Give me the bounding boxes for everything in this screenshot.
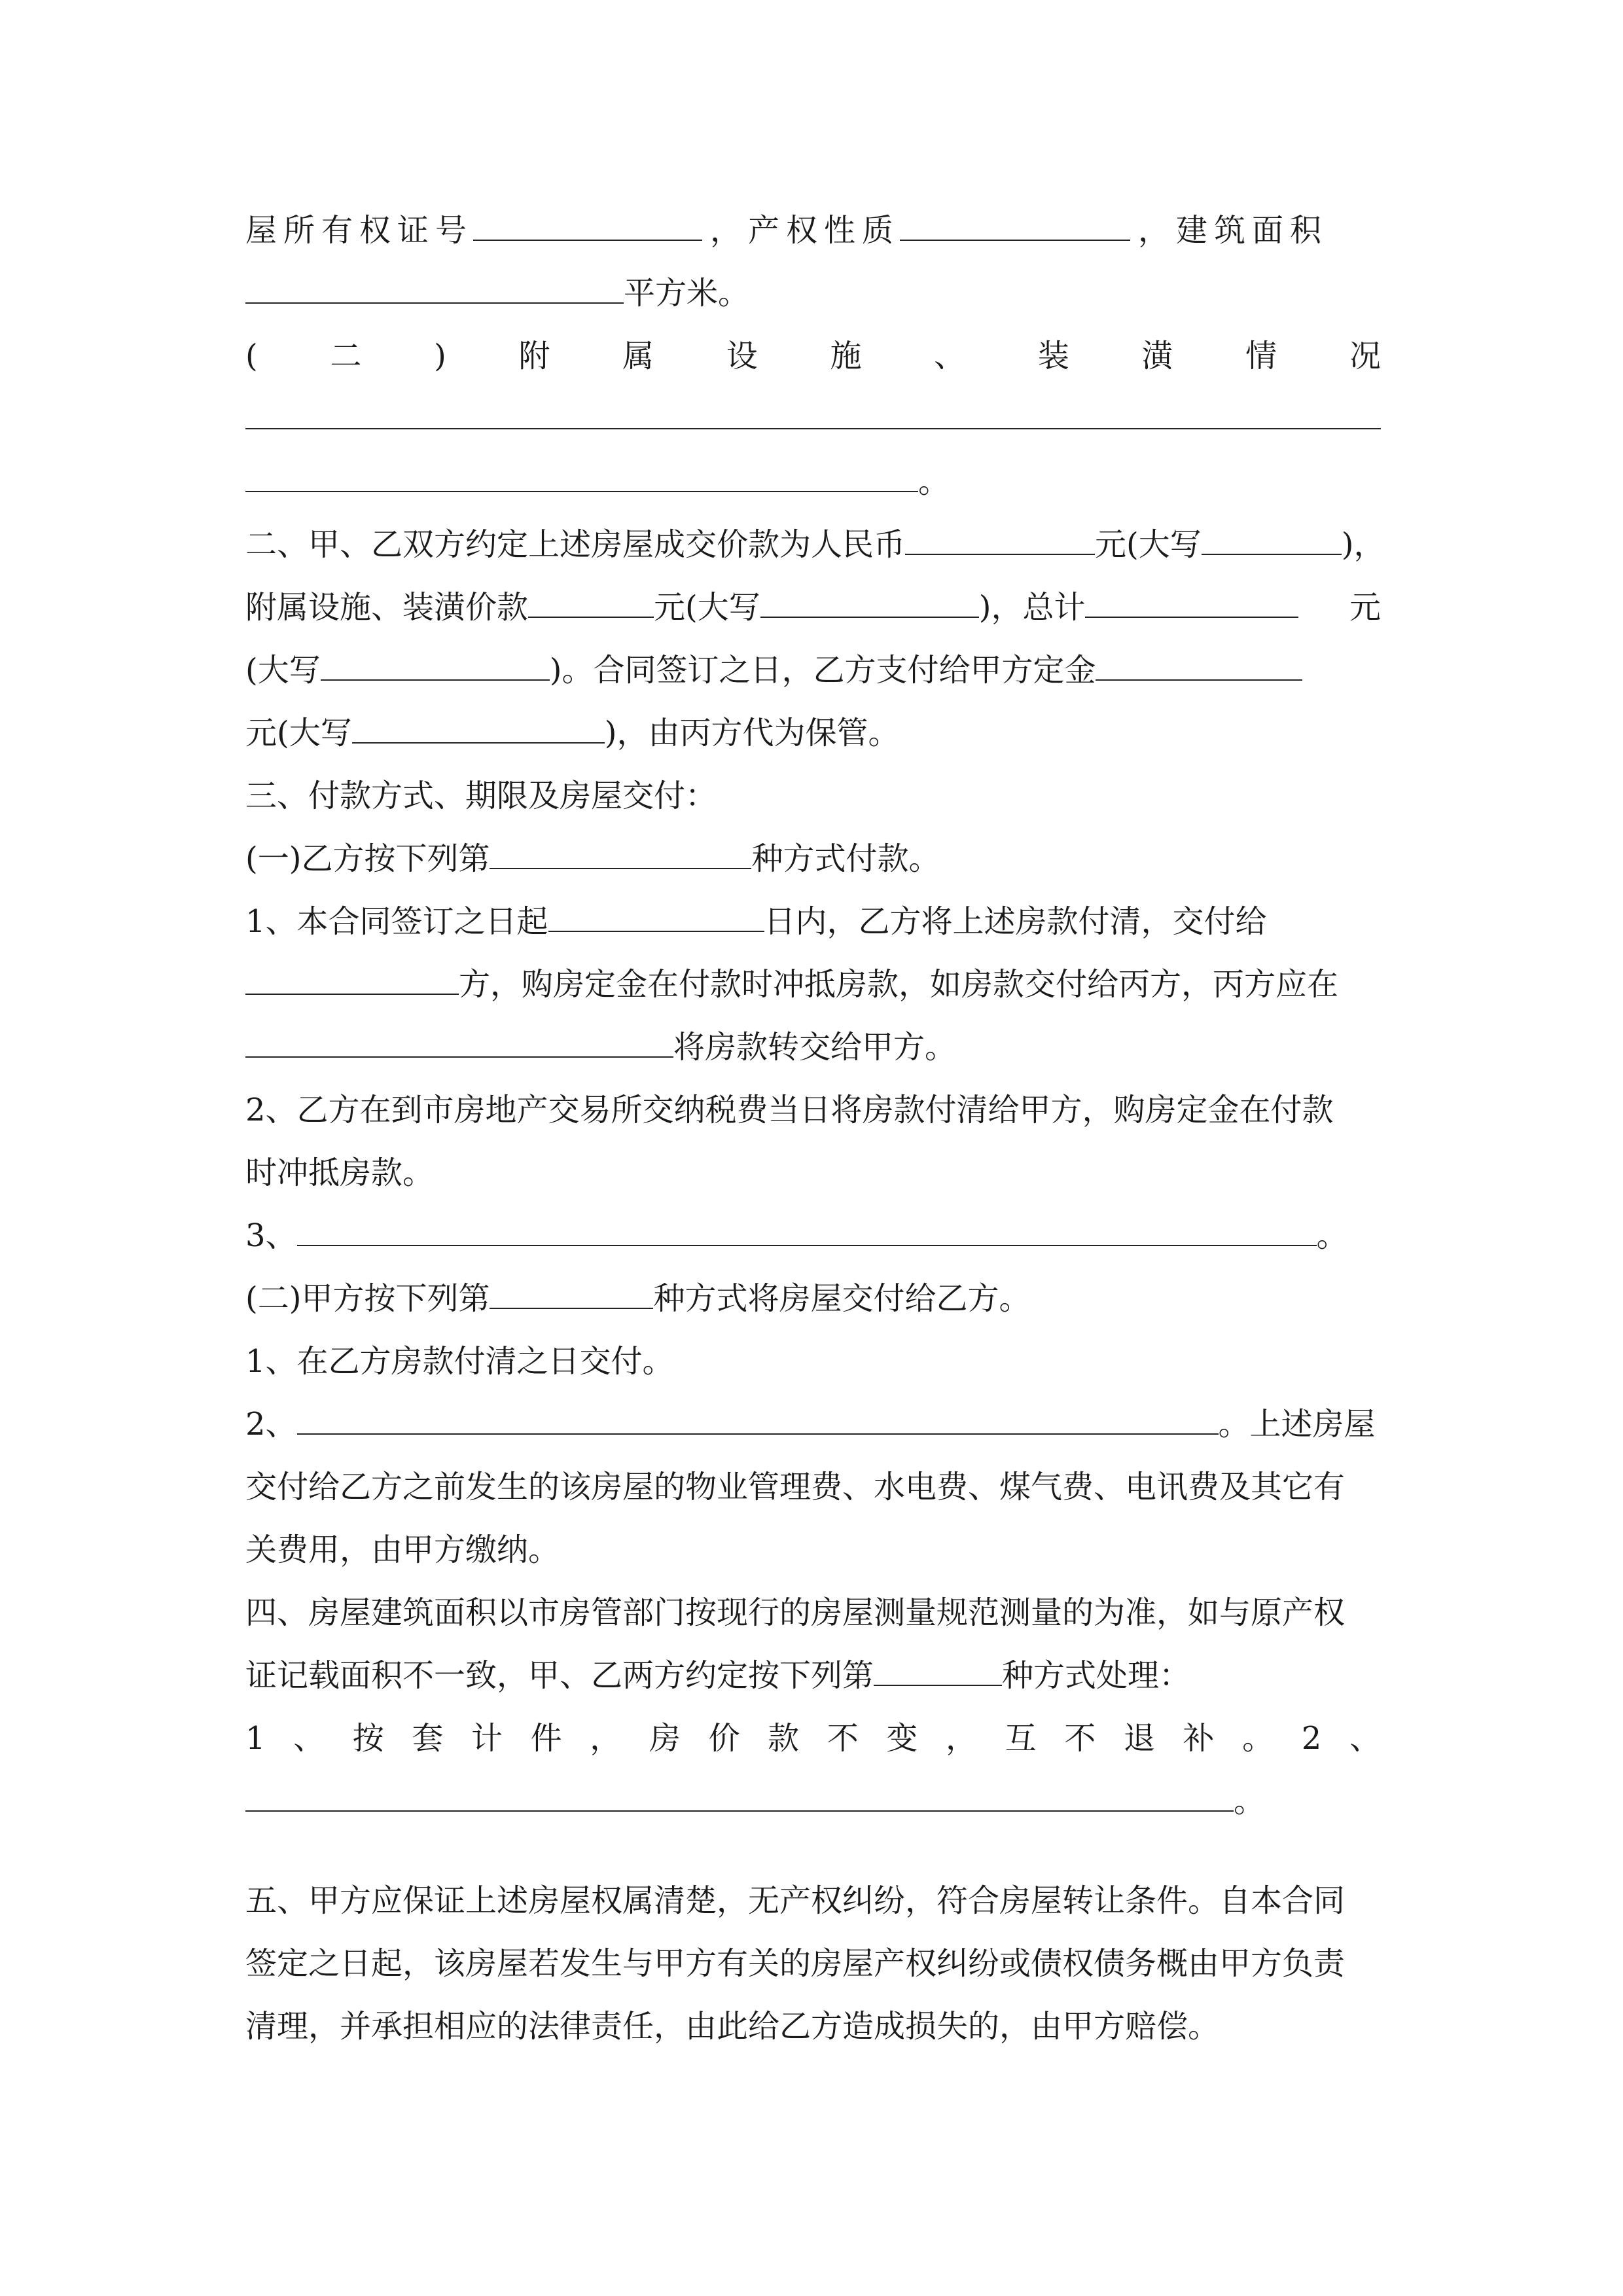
line-delivery-2 (245, 1393, 1381, 1456)
label-total: )，总计 (978, 589, 1086, 626)
label-price-intro: 二、甲、乙双方约定上述房屋成交价款为人民币 (245, 526, 906, 563)
line-fixtures-blank-1 (245, 387, 1381, 450)
section-four-line-2 (245, 1644, 1381, 1707)
line-payment-1-transfer (245, 1016, 1381, 1079)
label-area-method-cont: 种方式处理： (1002, 1657, 1191, 1694)
heading-char: ( (245, 338, 258, 374)
blank-payment-3[interactable] (297, 1204, 1317, 1246)
heading-char: 设 (726, 338, 758, 374)
section-four-line-1 (245, 1581, 1381, 1644)
label-fees: 交付给乙方之前发生的该房屋的物业管理费、水电费、煤气费、电讯费及其它有 (245, 1469, 1346, 1505)
blank-total[interactable] (1085, 576, 1298, 618)
section-five-line-3 (245, 1995, 1381, 2058)
option-char: 款 (768, 1720, 800, 1757)
option-char: 按 (352, 1720, 384, 1757)
line-payment-method (245, 827, 1381, 890)
label-square-meters: 平方米。 (624, 275, 750, 312)
blank-deposit-uppercase[interactable] (352, 702, 605, 744)
blank-fixtures-1[interactable] (245, 387, 1381, 429)
blank-payee-party[interactable] (245, 953, 459, 995)
label-deposit: )。合同签订之日，乙方支付给甲方定金 (549, 652, 1096, 689)
blank-area-method[interactable] (874, 1644, 1002, 1686)
option-char: 、 (1349, 1720, 1381, 1757)
heading-char: ) (434, 338, 446, 374)
label-yuan-uppercase-2: 元(大写 (654, 589, 760, 626)
blank-property-nature[interactable] (900, 199, 1130, 241)
label-transfer: 将房款转交给甲方。 (673, 1029, 957, 1066)
label-delivery-2: 2、 (245, 1406, 297, 1443)
label-yuan-uppercase: 元(大写 (1095, 526, 1202, 563)
option-char: 件 (530, 1720, 562, 1757)
blank-total-uppercase[interactable] (321, 639, 550, 681)
heading-char: 情 (1245, 338, 1277, 374)
option-char: 房 (649, 1720, 681, 1757)
line-payment-1 (245, 890, 1381, 953)
label-payment-1-cont: 日内，乙方将上述房款付清，交付给 (764, 903, 1267, 940)
label-cert-no: 屋所有权证号 (245, 212, 474, 249)
section-five-line-2 (245, 1932, 1381, 1995)
label-payment-1: 1、本合同签订之日起 (245, 903, 548, 940)
label-section-five-3: 清理，并承担相应的法律责任，由此给乙方造成损失的，由甲方赔偿。 (245, 2008, 1220, 2045)
label-yuan: 元 (1349, 589, 1381, 626)
label-payment-2: 2、乙方在到市房地产交易所交纳税费当日将房款付清给甲方，购房定金在付款 (245, 1092, 1334, 1128)
label-section-five-1: 五、甲方应保证上述房屋权属清楚，无产权纠纷，符合房屋转让条件。自本合同 (245, 1882, 1346, 1919)
option-char: 计 (471, 1720, 503, 1757)
blank-payment-choice[interactable] (490, 827, 751, 869)
blank-fixtures-2[interactable] (245, 450, 918, 492)
label-delivery-choice: (二)甲方按下列第 (245, 1280, 490, 1317)
label-payment-method: 种方式付款。 (751, 840, 940, 877)
line-payment-2-cont (245, 1141, 1381, 1204)
label-section-three: 三、付款方式、期限及房屋交付： (245, 778, 717, 814)
option-char: 1 (245, 1720, 266, 1757)
label-fixtures-price: 附属设施、装潢价款 (245, 589, 529, 626)
line-area-unit (245, 262, 1381, 325)
option-char: 套 (412, 1720, 444, 1757)
section-four-option-2 (245, 1770, 1381, 1833)
blank-fixtures-price[interactable] (528, 576, 654, 618)
heading-char: 施 (830, 338, 862, 374)
blank-deposit[interactable] (1096, 639, 1302, 681)
heading-char: 附 (518, 338, 550, 374)
label-delivery-1: 1、在乙方房款付清之日交付。 (245, 1343, 674, 1380)
option-char: ， (946, 1720, 978, 1757)
option-char: 不 (827, 1720, 859, 1757)
label-uppercase-open: (大写 (245, 652, 321, 689)
line-payment-3 (245, 1204, 1381, 1267)
option-char: 互 (1005, 1720, 1037, 1757)
option-char: ， (590, 1720, 622, 1757)
line-fees-cont (245, 1518, 1381, 1581)
option-char: 价 (708, 1720, 740, 1757)
blank-delivery-choice[interactable] (490, 1267, 653, 1309)
label-property-nature: ，产权性质 (710, 212, 901, 249)
section-four-options (245, 1707, 1381, 1770)
label-payment-1-detail: 方，购房定金在付款时冲抵房款，如房款交付给丙方，丙方应在 (459, 966, 1339, 1003)
label-section-five-2: 签定之日起，该房屋若发生与甲方有关的房屋产权纠纷或债权债务概由甲方负责 (245, 1945, 1346, 1982)
line-fixtures-blank-2 (245, 450, 1381, 513)
blank-price-uppercase[interactable] (1202, 513, 1342, 555)
blank-cert-no[interactable] (473, 199, 702, 241)
line-payment-2 (245, 1079, 1381, 1141)
blank-area-option-2[interactable] (245, 1770, 1234, 1812)
label-escrow: )，由丙方代为保管。 (604, 715, 900, 751)
label-yuan-uppercase-3: 元(大写 (245, 715, 352, 751)
heading-char: 、 (934, 338, 966, 374)
line-delivery-1 (245, 1330, 1381, 1393)
option-char: 2 (1301, 1720, 1322, 1757)
label-floor-area: ，建筑面积 (1138, 212, 1329, 249)
option-char: 退 (1123, 1720, 1155, 1757)
blank-fixtures-uppercase[interactable] (760, 576, 979, 618)
heading-fixtures (245, 325, 1381, 387)
blank-transfer-time[interactable] (245, 1016, 673, 1058)
heading-char: 潢 (1141, 338, 1173, 374)
line-fees (245, 1456, 1381, 1518)
option-char: 、 (293, 1720, 325, 1757)
heading-char: 属 (622, 338, 654, 374)
line-total-uppercase (245, 639, 1381, 702)
heading-char: 况 (1349, 338, 1381, 374)
line-delivery-method (245, 1267, 1381, 1330)
label-period: 。 (918, 463, 950, 500)
option-char: 不 (1064, 1720, 1096, 1757)
line-payment-1-party (245, 953, 1381, 1016)
blank-payment-days[interactable] (548, 890, 764, 932)
section-three-heading (245, 764, 1381, 827)
line-fixtures-price (245, 576, 1381, 639)
line-property-cert (245, 199, 1381, 262)
blank-floor-area[interactable] (245, 262, 624, 304)
section-five-line-1 (245, 1869, 1381, 1932)
label-section-four: 四、房屋建筑面积以市房管部门按现行的房屋测量规范测量的为准，如与原产权 (245, 1594, 1346, 1631)
option-char: 补 (1183, 1720, 1215, 1757)
label-area-method: 证记载面积不一致，甲、乙两方约定按下列第 (245, 1657, 874, 1694)
label-payment-2-cont: 时冲抵房款。 (245, 1155, 435, 1191)
label-period-3: 。 (1234, 1783, 1266, 1820)
label-payment-3: 3、 (245, 1217, 297, 1254)
option-char: 。 (1242, 1720, 1274, 1757)
line-price (245, 513, 1385, 576)
blank-delivery-2[interactable] (297, 1393, 1219, 1435)
label-payment-choice: (一)乙方按下列第 (245, 840, 490, 877)
heading-char: 装 (1037, 338, 1069, 374)
option-char: 变 (886, 1720, 918, 1757)
heading-char: 二 (330, 338, 362, 374)
label-delivery-2-cont: 。上述房屋 (1218, 1406, 1376, 1443)
label-delivery-method: 种方式将房屋交付给乙方。 (653, 1280, 1031, 1317)
label-period-2: 。 (1316, 1217, 1348, 1254)
blank-price-rmb[interactable] (905, 513, 1095, 555)
label-close-paren: )， (1341, 526, 1385, 563)
line-deposit-uppercase (245, 702, 1381, 764)
label-fees-cont: 关费用，由甲方缴纳。 (245, 1532, 560, 1568)
